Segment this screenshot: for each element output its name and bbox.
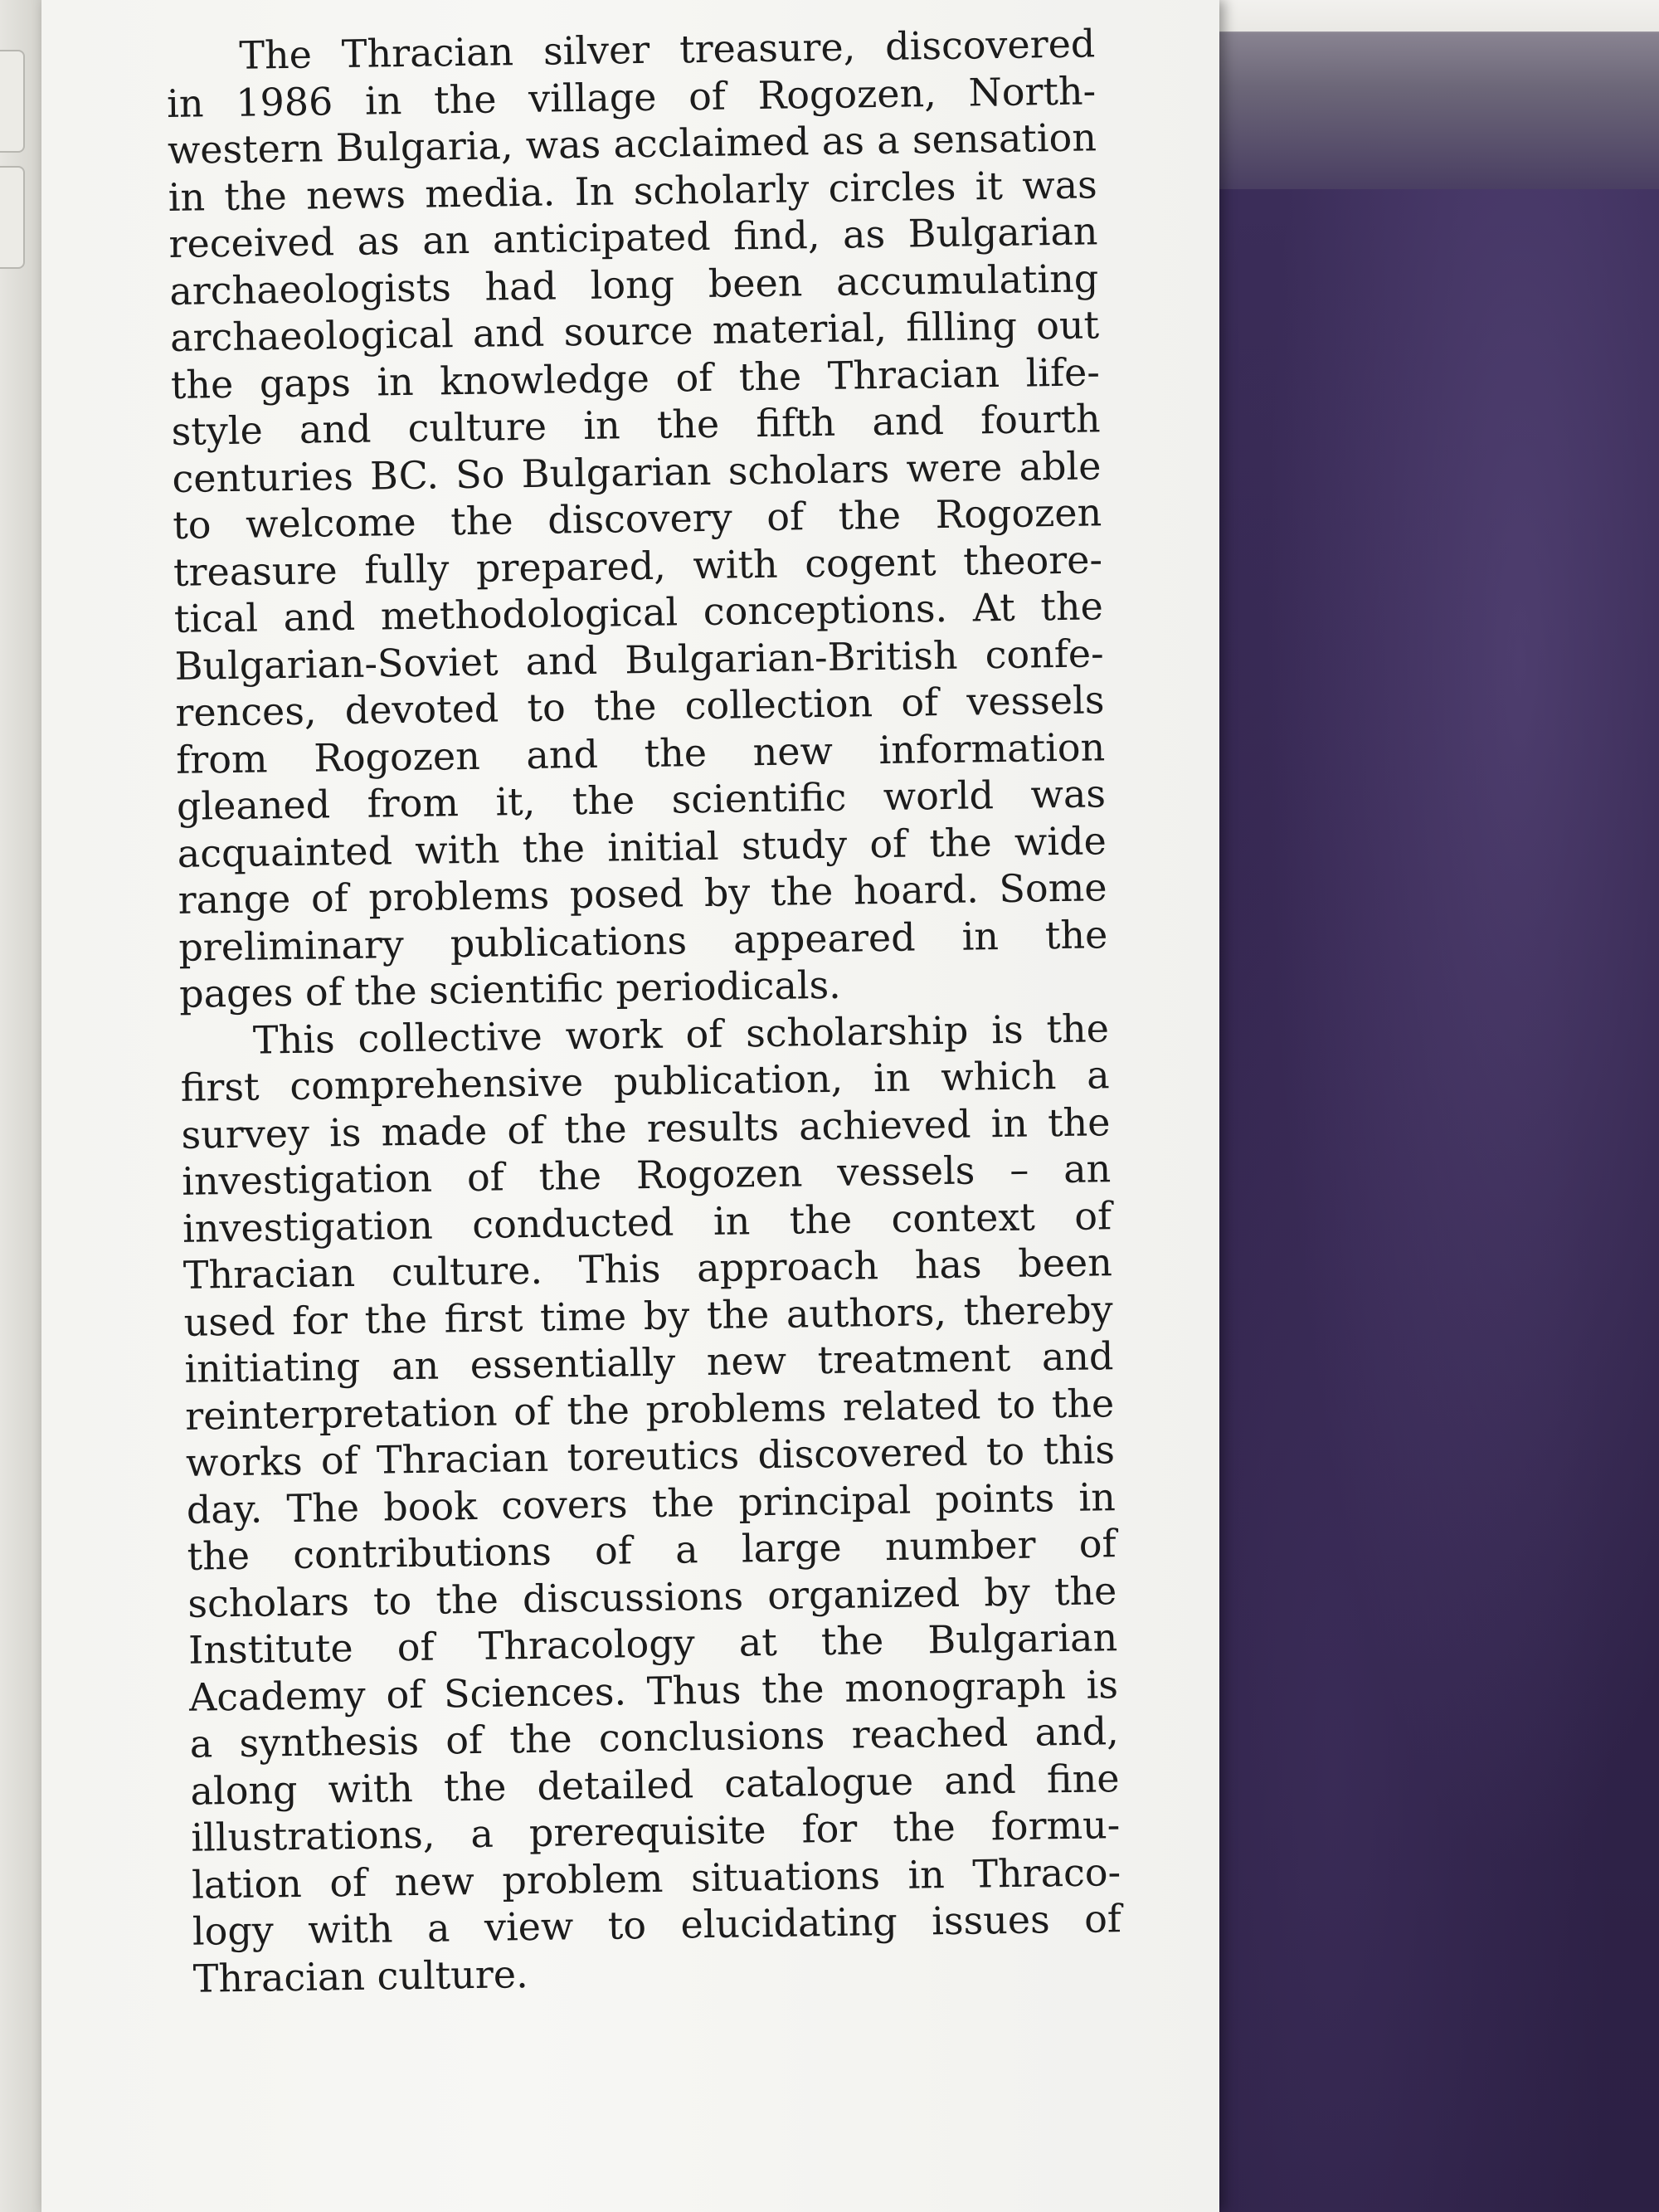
- text-line: a synthesis of the conclusions reached and,: [189, 1708, 1120, 1766]
- text-line: investigation of the Rogozen vessels – an: [181, 1146, 1112, 1204]
- text-line: western Bulgaria, was acclaimed as a sensation: [167, 114, 1097, 173]
- text-line: used for the first time by the authors, thereby: [183, 1286, 1113, 1345]
- book-spine-band: [1219, 32, 1659, 189]
- text-line: style and culture in the fifth and fourth: [171, 396, 1101, 454]
- text-line: received as an anticipated find, as Bulgarian: [168, 208, 1098, 266]
- text-line: range of problems posed by the hoard. Some: [178, 865, 1107, 923]
- text-line: to welcome the discovery of the Rogozen: [172, 490, 1102, 548]
- text-line: gleaned from it, the scientific world was: [176, 771, 1107, 829]
- text-line: reinterpretation of the problems related to the: [184, 1380, 1115, 1439]
- text-line: rences, devoted to the collection of vessels: [175, 677, 1105, 735]
- text-line: archaeological and source material, filling out: [169, 302, 1100, 360]
- text-line: lation of new problem situations in Thraco-: [191, 1849, 1121, 1907]
- text-line: The Thracian silver treasure, discovered: [239, 21, 1096, 78]
- keyboard-key: [0, 50, 25, 153]
- text-line: Bulgarian-Soviet and Bulgarian-British confe-: [174, 630, 1104, 689]
- text-line: pages of the scientific periodicals.: [178, 962, 842, 1016]
- text-line: centuries BC. So Bulgarian scholars were able: [172, 442, 1102, 501]
- text-line: the contributions of a large number of: [187, 1521, 1117, 1579]
- book-cover-purple: [1194, 0, 1659, 2212]
- text-line: works of Thracian toreutics discovered to this: [185, 1427, 1116, 1485]
- text-line: Institute of Thracology at the Bulgarian: [187, 1615, 1118, 1673]
- text-line: survey is made of the results achieved in the: [181, 1099, 1111, 1157]
- text-line: day. The book covers the principal points in: [186, 1474, 1117, 1532]
- text-line: initiating an essentially new treatment and: [184, 1333, 1114, 1391]
- text-line: treasure fully prepared, with cogent theore-: [173, 536, 1103, 595]
- text-line: the gaps in knowledge of the Thracian life-: [170, 348, 1101, 407]
- text-line: illustrations, a prerequisite for the formu-: [190, 1802, 1121, 1860]
- text-line: acquainted with the initial study of the wide: [177, 817, 1107, 876]
- dust-jacket-flap: [41, 0, 1219, 2212]
- text-line: from Rogozen and the new information: [175, 724, 1106, 782]
- text-line: logy with a view to elucidating issues of: [192, 1896, 1122, 1954]
- text-line: in 1986 in the village of Rogozen, North-: [166, 67, 1097, 126]
- text-line: scholars to the discussions organized by the: [187, 1567, 1117, 1626]
- text-line: in the news media. In scholarly circles it was: [168, 161, 1098, 220]
- text-line: archaeologists had long been accumulating: [168, 255, 1099, 314]
- text-line: This collective work of scholarship is the: [252, 1005, 1110, 1063]
- book-cover-top-edge: [1211, 0, 1659, 33]
- text-line: Thracian culture.: [192, 1951, 528, 2001]
- text-line: investigation conducted in the context of: [182, 1192, 1112, 1251]
- paragraph-2: [180, 1005, 1122, 2002]
- paragraph-1: [166, 20, 1108, 1017]
- text-line: preliminary publications appeared in the: [178, 911, 1108, 970]
- text-line: Thracian culture. This approach has been: [182, 1240, 1113, 1298]
- text-line: Academy of Sciences. Thus the monograph is: [188, 1661, 1119, 1720]
- text-line: along with the detailed catalogue and fine: [190, 1755, 1120, 1814]
- keyboard-key: [0, 166, 25, 269]
- text-line: tical and methodological conceptions. At the: [173, 583, 1104, 641]
- text-line: first comprehensive publication, in which a: [180, 1052, 1111, 1110]
- flap-text: [166, 20, 1122, 2001]
